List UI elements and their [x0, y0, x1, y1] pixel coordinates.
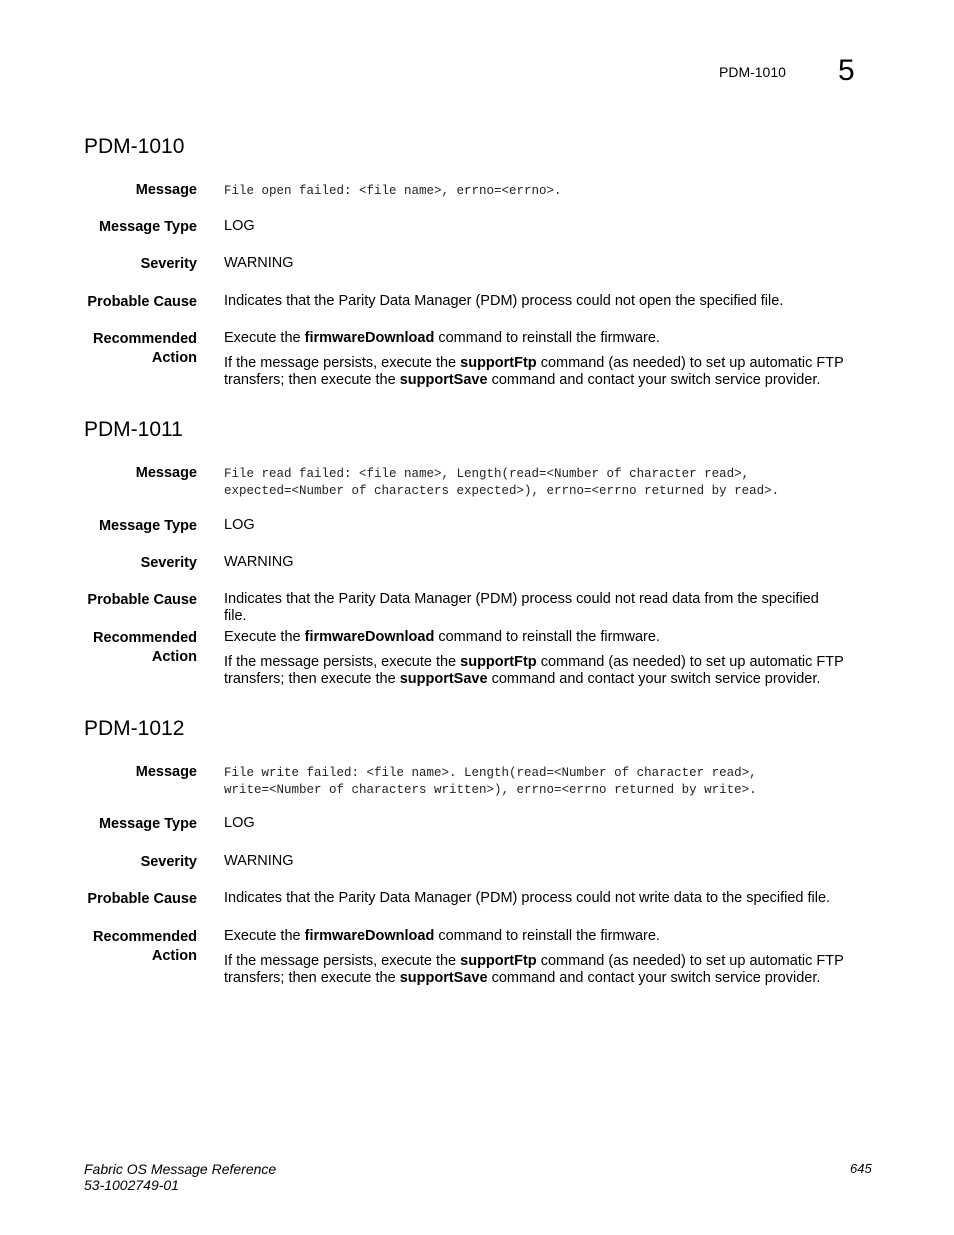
label-line: Recommended [93, 929, 197, 945]
severity-value: WARNING [224, 255, 294, 271]
recommended-action-label [47, 330, 197, 368]
probable-cause-text: Indicates that the Parity Data Manager (PDM) process could not open the specified file. [224, 293, 784, 309]
text: If the message persists, execute the [224, 953, 461, 969]
command-name: supportSave [399, 671, 488, 687]
running-head-title: PDM-1010 [719, 64, 786, 80]
text: Execute the [224, 928, 305, 944]
action-paragraph [224, 355, 844, 389]
footer-document-info [84, 1161, 276, 1193]
entry-title: PDM-1012 [84, 717, 185, 740]
severity-value: WARNING [224, 853, 294, 869]
chapter-number: 5 [838, 54, 855, 87]
action-paragraph [224, 330, 844, 347]
text: If the message persists, execute the [224, 654, 461, 670]
message-text [224, 183, 844, 200]
probable-cause-label: Probable Cause [87, 592, 197, 608]
command-name: firmwareDownload [304, 928, 435, 944]
message-type-label: Message Type [98, 219, 197, 235]
recommended-action-text [224, 629, 844, 688]
message-line: write=<Number of characters written>), errno=<errno returned by write>. [224, 782, 757, 797]
message-type-value: LOG [224, 218, 255, 234]
message-line: expected=<Number of characters expected>), errno=<errno returned by read>. [224, 483, 780, 498]
command-name: supportSave [399, 372, 488, 388]
message-text [224, 765, 844, 798]
label-line: Recommended [93, 331, 197, 347]
severity-label: Severity [140, 854, 197, 870]
label-line: Action [151, 649, 197, 665]
severity-label: Severity [140, 555, 197, 571]
text: command to reinstall the firmware. [434, 928, 660, 944]
footer-doc-number: 53-1002749-01 [84, 1177, 179, 1193]
probable-cause-label: Probable Cause [87, 891, 197, 907]
recommended-action-label [47, 629, 197, 667]
command-name: firmwareDownload [304, 330, 435, 346]
text: command (as needed) to set up automatic FTP transfers; then execute the [224, 953, 844, 986]
recommended-action-text [224, 330, 844, 389]
action-paragraph [224, 928, 844, 945]
text: Execute the [224, 330, 305, 346]
message-label: Message [135, 182, 197, 198]
action-paragraph [224, 953, 844, 987]
text: If the message persists, execute the [224, 355, 461, 371]
text: command to reinstall the firmware. [434, 629, 660, 645]
severity-label: Severity [140, 256, 197, 272]
message-label: Message [135, 764, 197, 780]
message-line: File write failed: <file name>. Length(read=<Number of character read>, [224, 766, 757, 780]
footer-page-number: 645 [850, 1161, 872, 1176]
text: Execute the [224, 629, 305, 645]
probable-cause-text: Indicates that the Parity Data Manager (PDM) process could not write data to the specified file. [224, 890, 831, 906]
text: command and contact your switch service provider. [487, 671, 821, 687]
message-type-label: Message Type [98, 816, 197, 832]
entry-title: PDM-1010 [84, 135, 185, 158]
command-name: supportFtp [460, 654, 537, 670]
recommended-action-label [47, 928, 197, 966]
label-line: Action [151, 948, 197, 964]
label-line: Action [151, 350, 197, 366]
message-text [224, 466, 844, 499]
message-type-label: Message Type [98, 518, 197, 534]
text: command (as needed) to set up automatic FTP transfers; then execute the [224, 654, 844, 687]
severity-value: WARNING [224, 554, 294, 570]
label-line: Recommended [93, 630, 197, 646]
text: command (as needed) to set up automatic FTP transfers; then execute the [224, 355, 844, 388]
action-paragraph [224, 629, 844, 646]
footer-doc-title: Fabric OS Message Reference [84, 1161, 277, 1177]
message-type-value: LOG [224, 517, 255, 533]
command-name: supportFtp [460, 355, 537, 371]
action-paragraph [224, 654, 844, 688]
command-name: firmwareDownload [304, 629, 435, 645]
probable-cause-label: Probable Cause [87, 294, 197, 310]
message-type-value: LOG [224, 815, 255, 831]
text: command and contact your switch service provider. [487, 970, 821, 986]
entry-title: PDM-1011 [84, 418, 183, 441]
message-label: Message [135, 465, 197, 481]
text: command and contact your switch service provider. [487, 372, 821, 388]
recommended-action-text [224, 928, 844, 987]
text: command to reinstall the firmware. [434, 330, 660, 346]
command-name: supportFtp [460, 953, 537, 969]
command-name: supportSave [399, 970, 488, 986]
probable-cause-text: Indicates that the Parity Data Manager (PDM) process could not read data from the specified file. [224, 591, 819, 624]
message-line: File open failed: <file name>, errno=<errno>. [224, 184, 562, 198]
message-line: File read failed: <file name>, Length(read=<Number of character read>, [224, 467, 750, 481]
